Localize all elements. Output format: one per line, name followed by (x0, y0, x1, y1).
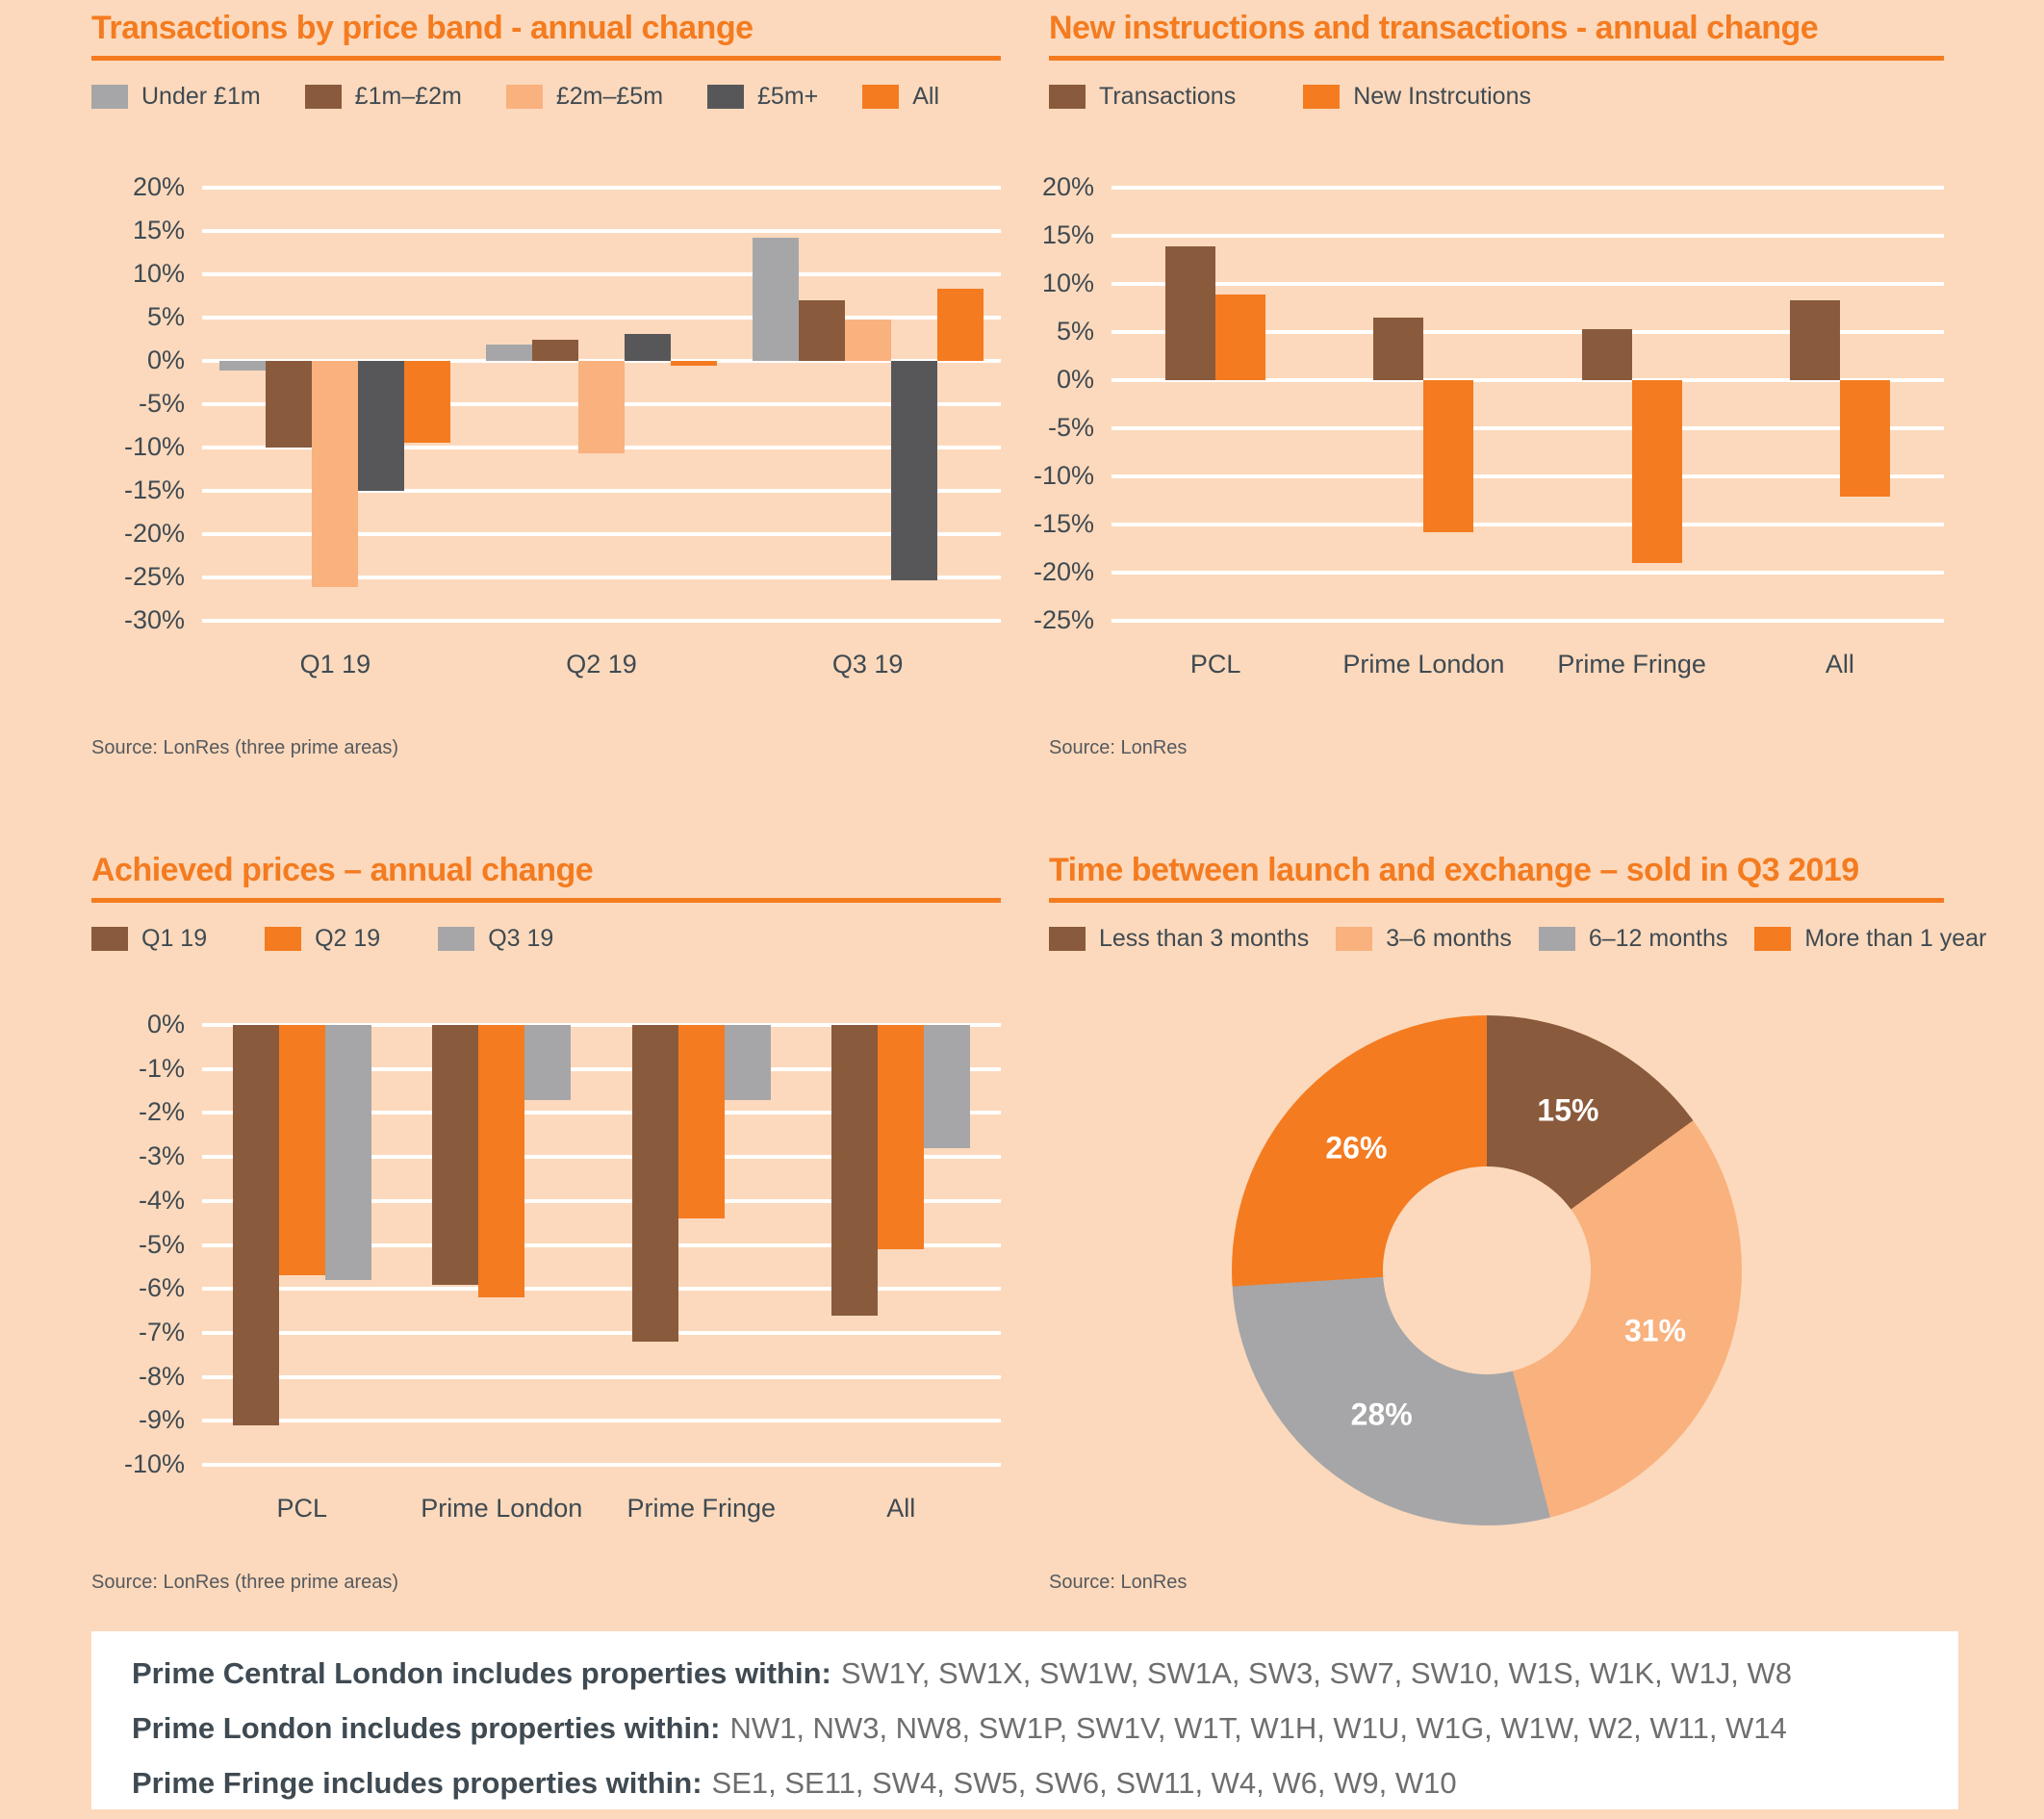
y-axis-tick-label: 0% (146, 346, 185, 374)
title-underline (91, 898, 1001, 903)
x-axis-category-label: Prime London (1342, 650, 1505, 679)
bar-under-£1m (219, 361, 266, 371)
legend-item (91, 925, 207, 953)
title-underline (1049, 56, 1944, 61)
bar-q2-19 (478, 1025, 524, 1297)
gridline (202, 272, 1001, 276)
donut-hole (1383, 1166, 1591, 1374)
gridline (202, 186, 1001, 190)
legend-swatch-accent_orange (265, 927, 301, 951)
slice-value-label: 15% (1537, 1092, 1599, 1128)
y-axis-tick-label: 0% (146, 1010, 185, 1038)
bar-new-instrcutions (1840, 380, 1890, 497)
legend-item (438, 925, 553, 953)
legend-label: Transactions (1099, 83, 1237, 110)
legend-swatch-accent_orange (1303, 85, 1340, 109)
gridline (1111, 186, 1944, 190)
legend-swatch-gray (438, 927, 474, 951)
chart-new-instructions-and-transactions (1033, 10, 1944, 837)
slice-value-label: 28% (1350, 1396, 1413, 1432)
bar-£2m–£5m (845, 320, 891, 361)
bar-transactions (1165, 246, 1215, 380)
time-between-launch-and-exchange-title: Time between launch and exchange – sold in Q3 2019 (1049, 852, 1859, 888)
definition-term: Prime Fringe includes properties within: (132, 1766, 703, 1800)
gridline (1111, 571, 1944, 575)
y-axis-tick-label: -4% (138, 1185, 185, 1215)
y-axis-tick-label: 15% (132, 216, 185, 244)
transactions-by-price-band-title: Transactions by price band - annual change (91, 10, 754, 46)
y-axis-tick-label: 20% (132, 172, 185, 201)
y-axis-tick-label: -10% (1033, 461, 1094, 490)
new-instructions-and-transactions-legend (1049, 83, 1531, 111)
legend-label: Q3 19 (488, 925, 554, 952)
bar-£1m–£2m (799, 300, 845, 361)
x-axis-category-label: PCL (276, 1494, 328, 1523)
bar-q1-19 (831, 1025, 878, 1316)
legend-swatch-brown (91, 927, 128, 951)
y-axis-tick-label: 10% (132, 259, 185, 288)
bar-q2-19 (678, 1025, 725, 1218)
y-axis-tick-label: -2% (138, 1097, 185, 1127)
x-axis-category-label: All (1825, 650, 1854, 679)
bar-transactions (1373, 318, 1423, 380)
time-between-launch-and-exchange-legend (1049, 925, 1986, 953)
gridline (202, 1287, 1001, 1291)
legend-label: Less than 3 months (1099, 925, 1310, 952)
legend-label: £1m–£2m (354, 83, 462, 110)
slice-value-label: 31% (1623, 1313, 1687, 1348)
x-axis-category-label: Prime Fringe (626, 1494, 777, 1523)
bar-q3-19 (325, 1025, 371, 1280)
bar-transactions (1790, 300, 1840, 380)
bar-q3-19 (924, 1025, 970, 1148)
gridline (202, 619, 1001, 623)
y-axis-tick-label: -5% (138, 1229, 185, 1259)
legend-item (1303, 83, 1531, 111)
x-axis-category-label: All (886, 1494, 916, 1523)
legend-label: All (912, 83, 940, 110)
new-instructions-and-transactions-plot (1033, 172, 1944, 679)
transactions-by-price-band-legend (91, 83, 939, 111)
gridline (1111, 474, 1944, 478)
legend-swatch-brown (1049, 927, 1086, 951)
legend-label: 6–12 months (1588, 925, 1728, 952)
chart-achieved-prices (91, 852, 1001, 1627)
bar-£2m–£5m (312, 361, 358, 587)
gridline (202, 1331, 1001, 1335)
gridline (202, 1463, 1001, 1467)
legend-label: Q2 19 (315, 925, 381, 952)
chart-time-between-launch-and-exchange (1049, 852, 1987, 1627)
x-axis-category-label: Q1 19 (299, 650, 371, 679)
definition-postcodes: SE1, SE11, SW4, SW5, SW6, SW11, W4, W6, W9, W10 (711, 1766, 1457, 1800)
x-axis-category-label: PCL (1189, 650, 1241, 679)
legend-item (506, 83, 663, 111)
x-axis-category-label: Q3 19 (831, 650, 904, 679)
bar-£2m–£5m (578, 361, 625, 453)
y-axis-tick-label: -20% (1033, 557, 1094, 586)
legend-item (305, 83, 462, 111)
definition-term: Prime Central London includes properties within: (132, 1656, 831, 1690)
y-axis-tick-label: -9% (138, 1405, 185, 1435)
y-axis-tick-label: -10% (123, 1449, 185, 1478)
legend-swatch-gray (91, 85, 128, 109)
definition-postcodes: NW1, NW3, NW8, SW1P, SW1V, W1T, W1H, W1U, W1G, W1W, W2, W11, W14 (729, 1711, 1787, 1745)
legend-item (1049, 925, 1309, 953)
definition-line (132, 1766, 1958, 1801)
legend-swatch-salmon (1336, 927, 1372, 951)
legend-item (91, 83, 261, 111)
legend-item (1049, 83, 1236, 111)
bar-q2-19 (878, 1025, 924, 1249)
gridline (1111, 282, 1944, 286)
gridline (1111, 426, 1944, 430)
legend-label: 3–6 months (1386, 925, 1512, 952)
definition-postcodes: SW1Y, SW1X, SW1W, SW1A, SW3, SW7, SW10, W1S, W1K, W1J, W8 (840, 1656, 1793, 1690)
legend-swatch-gray (1539, 927, 1575, 951)
bar-all (671, 361, 717, 366)
legend-item (707, 83, 818, 111)
bar-new-instrcutions (1215, 295, 1265, 380)
bar-transactions (1582, 329, 1632, 380)
title-underline (1049, 898, 1944, 903)
y-axis-tick-label: -10% (123, 432, 185, 461)
bar-q3-19 (725, 1025, 771, 1100)
y-axis-tick-label: -5% (1047, 413, 1094, 442)
bar-q2-19 (279, 1025, 325, 1275)
y-axis-tick-label: 20% (1041, 172, 1094, 201)
bar-£1m–£2m (532, 340, 578, 361)
new-instructions-and-transactions-title: New instructions and transactions - annual change (1049, 10, 1819, 46)
legend-label: New Instrcutions (1353, 83, 1531, 110)
x-axis-category-label: Prime London (421, 1494, 583, 1523)
y-axis-tick-label: -1% (138, 1053, 185, 1083)
y-axis-tick-label: -25% (1033, 605, 1094, 634)
legend-label: £2m–£5m (555, 83, 664, 110)
y-axis-tick-label: -20% (123, 519, 185, 548)
legend-item (1754, 925, 1986, 953)
definition-line (132, 1711, 1958, 1746)
x-axis-category-label: Prime Fringe (1557, 650, 1706, 679)
transactions-by-price-band-plot (123, 172, 1001, 679)
y-axis-tick-label: -5% (138, 389, 185, 418)
gridline (202, 1375, 1001, 1379)
bar-new-instrcutions (1423, 380, 1473, 532)
legend-item (1336, 925, 1512, 953)
y-axis-tick-label: -30% (123, 605, 185, 634)
source-note: Source: LonRes (1049, 1572, 1188, 1593)
gridline (1111, 234, 1944, 238)
legend-item (1539, 925, 1728, 953)
gridline (202, 229, 1001, 233)
definition-term: Prime London includes properties within: (132, 1711, 721, 1745)
bar-q3-19 (524, 1025, 571, 1100)
bar-£5m+ (358, 361, 404, 491)
bar-q1-19 (632, 1025, 678, 1342)
y-axis-tick-label: 10% (1041, 269, 1094, 297)
gridline (202, 1419, 1001, 1422)
legend-label: £5m+ (757, 83, 819, 110)
y-axis-tick-label: -7% (138, 1317, 185, 1346)
source-note: Source: LonRes (1049, 737, 1188, 758)
achieved-prices-title: Achieved prices – annual change (91, 852, 594, 888)
bar-q1-19 (432, 1025, 478, 1285)
bar-£5m+ (891, 361, 937, 580)
gridline (1111, 523, 1944, 526)
bar-all (404, 361, 450, 443)
y-axis-tick-label: -15% (1033, 509, 1094, 538)
definition-line (132, 1656, 1958, 1691)
legend-swatch-darkgray (707, 85, 744, 109)
y-axis-tick-label: 5% (1056, 317, 1094, 346)
bar-all (937, 289, 984, 361)
source-note: Source: LonRes (three prime areas) (91, 737, 399, 758)
y-axis-tick-label: 15% (1041, 220, 1094, 249)
y-axis-tick-label: -25% (123, 562, 185, 591)
bar-£1m–£2m (266, 361, 312, 448)
postcode-definitions-panel (91, 1631, 1958, 1809)
bar-new-instrcutions (1632, 380, 1682, 563)
x-axis-category-label: Q2 19 (566, 650, 637, 679)
legend-item (265, 925, 380, 953)
legend-swatch-brown (1049, 85, 1086, 109)
source-note: Source: LonRes (three prime areas) (91, 1572, 399, 1593)
legend-swatch-brown (305, 85, 342, 109)
chart-transactions-by-price-band (91, 10, 1001, 837)
legend-label: Q1 19 (141, 925, 208, 952)
legend-item (862, 83, 939, 111)
y-axis-tick-label: 5% (146, 302, 185, 331)
bar-q1-19 (233, 1025, 279, 1425)
title-underline (91, 56, 1001, 61)
legend-swatch-accent_orange (1754, 927, 1791, 951)
bar-£5m+ (625, 334, 671, 361)
legend-label: More than 1 year (1804, 925, 1987, 952)
y-axis-tick-label: -6% (138, 1273, 185, 1303)
achieved-prices-plot (123, 1010, 1001, 1523)
bar-under-£1m (486, 345, 532, 361)
slice-value-label: 26% (1325, 1130, 1388, 1166)
y-axis-tick-label: -8% (138, 1361, 185, 1391)
legend-swatch-accent_orange (862, 85, 899, 109)
y-axis-tick-label: -15% (123, 475, 185, 504)
bar-under-£1m (753, 238, 799, 361)
y-axis-tick-label: 0% (1056, 365, 1094, 394)
legend-label: Under £1m (141, 83, 261, 110)
achieved-prices-legend (91, 925, 553, 953)
gridline (1111, 619, 1944, 623)
y-axis-tick-label: -3% (138, 1141, 185, 1171)
legend-swatch-salmon (506, 85, 543, 109)
